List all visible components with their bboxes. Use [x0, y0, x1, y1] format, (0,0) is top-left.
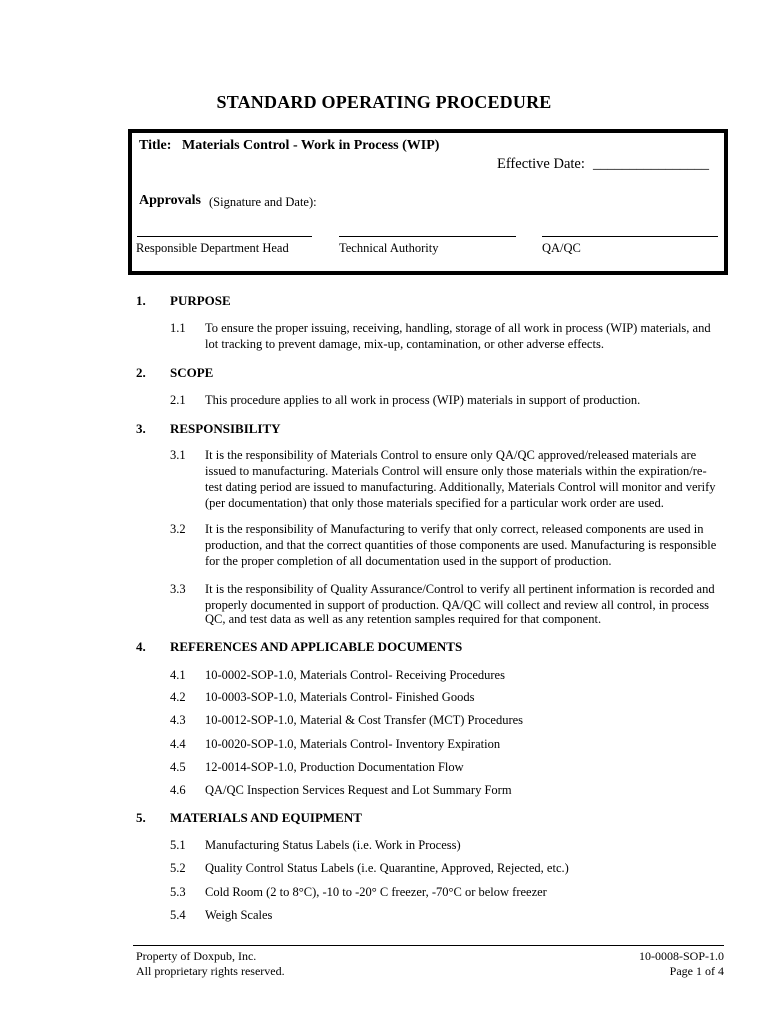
section-number: 2. [136, 365, 146, 380]
paragraph-line: It is the responsibility of Manufacturing to verify that only correct, released components are used in [205, 522, 704, 536]
paragraph-line: This procedure applies to all work in process (WIP) materials in support of production. [205, 393, 641, 407]
paragraph-line: test dating period are issued to manufacturing. Additionally, Materials Control will monitor and verify [205, 480, 716, 494]
subsection-number: 4.5 [170, 760, 186, 774]
footer-owner: Property of Doxpub, Inc. [136, 949, 257, 963]
subsection-number: 5.2 [170, 861, 186, 875]
reference-item: 10-0012-SOP-1.0, Material & Cost Transfer (MCT) Procedures [205, 713, 524, 727]
subsection-number: 4.4 [170, 737, 186, 751]
section-heading: REFERENCES AND APPLICABLE DOCUMENTS [170, 639, 463, 654]
section-heading: PURPOSE [170, 293, 231, 308]
effective-date-field: ________________ [593, 156, 709, 172]
subsection-number: 1.1 [170, 321, 186, 335]
paragraph-line: (per documentation) that only those materials specified for a particular work order are used. [205, 496, 664, 510]
reference-item: 10-0020-SOP-1.0, Materials Control- Inventory Expiration [205, 737, 501, 751]
paragraph-line: To ensure the proper issuing, receiving, handling, storage of all work in process (WIP) materials, and [205, 321, 711, 335]
footer-page-number: Page 1 of 4 [669, 964, 724, 978]
subsection-number: 5.4 [170, 908, 186, 922]
subsection-number: 3.3 [170, 582, 186, 596]
equipment-item: Weigh Scales [205, 908, 273, 922]
subsection-number: 3.1 [170, 448, 186, 462]
subsection-number: 4.6 [170, 783, 186, 797]
signature-line [339, 236, 516, 237]
section-number: 5. [136, 810, 146, 825]
signatory-label: QA/QC [542, 241, 581, 255]
reference-item: 12-0014-SOP-1.0, Production Documentation Flow [205, 760, 464, 774]
footer-doc-id: 10-0008-SOP-1.0 [638, 949, 724, 963]
paragraph-line: QC, and test data as well as any retention samples required for that component. [205, 612, 602, 626]
subsection-number: 4.1 [170, 668, 186, 682]
title-label: Title: [139, 138, 172, 153]
section-number: 4. [136, 639, 146, 654]
subsection-number: 3.2 [170, 522, 186, 536]
signature-line [137, 236, 312, 237]
paragraph-line: It is the responsibility of Materials Control to ensure only QA/QC approved/released materials are [205, 448, 697, 462]
paragraph-line: for the proper completion of all documentation used in the support of production. [205, 554, 612, 568]
approvals-note: (Signature and Date): [209, 195, 317, 209]
equipment-item: Quality Control Status Labels (i.e. Quarantine, Approved, Rejected, etc.) [205, 861, 569, 875]
reference-item: 10-0002-SOP-1.0, Materials Control- Receiving Procedures [205, 668, 505, 682]
reference-item: QA/QC Inspection Services Request and Lot Summary Form [205, 783, 512, 797]
section-heading: SCOPE [170, 365, 214, 380]
equipment-item: Manufacturing Status Labels (i.e. Work in Process) [205, 838, 461, 852]
paragraph-line: issued to manufacturing. Materials Control will ensure only those materials within the expiration/re- [205, 464, 707, 478]
footer-rights: All proprietary rights reserved. [136, 964, 285, 978]
document-title: STANDARD OPERATING PROCEDURE [216, 92, 552, 112]
paragraph-line: lot tracking to prevent damage, mix-up, contamination, or other adverse effects. [205, 337, 604, 351]
subsection-number: 5.3 [170, 885, 186, 899]
paragraph-line: It is the responsibility of Quality Assurance/Control to verify all pertinent information is recorded and [205, 582, 715, 596]
footer-divider [133, 945, 724, 946]
subsection-number: 2.1 [170, 393, 186, 407]
section-heading: RESPONSIBILITY [170, 421, 281, 436]
section-heading: MATERIALS AND EQUIPMENT [170, 810, 362, 825]
signatory-label: Technical Authority [339, 241, 439, 255]
paragraph-line: properly documented in support of production. QA/QC will collect and review all control, in process [205, 598, 710, 612]
section-number: 3. [136, 421, 146, 436]
subsection-number: 4.2 [170, 690, 186, 704]
paragraph-line: production, and that the correct quantities of those components are used. Manufacturing is responsible [205, 538, 717, 552]
section-number: 1. [136, 293, 146, 308]
title-value: Materials Control - Work in Process (WIP) [182, 138, 440, 153]
equipment-item: Cold Room (2 to 8°C), -10 to -20° C freezer, -70°C or below freezer [205, 885, 547, 899]
effective-date-label: Effective Date: [497, 156, 585, 172]
signatory-label: Responsible Department Head [136, 241, 289, 255]
signature-line [542, 236, 718, 237]
subsection-number: 4.3 [170, 713, 186, 727]
approvals-label: Approvals [139, 193, 201, 208]
reference-item: 10-0003-SOP-1.0, Materials Control- Finished Goods [205, 690, 475, 704]
subsection-number: 5.1 [170, 838, 186, 852]
